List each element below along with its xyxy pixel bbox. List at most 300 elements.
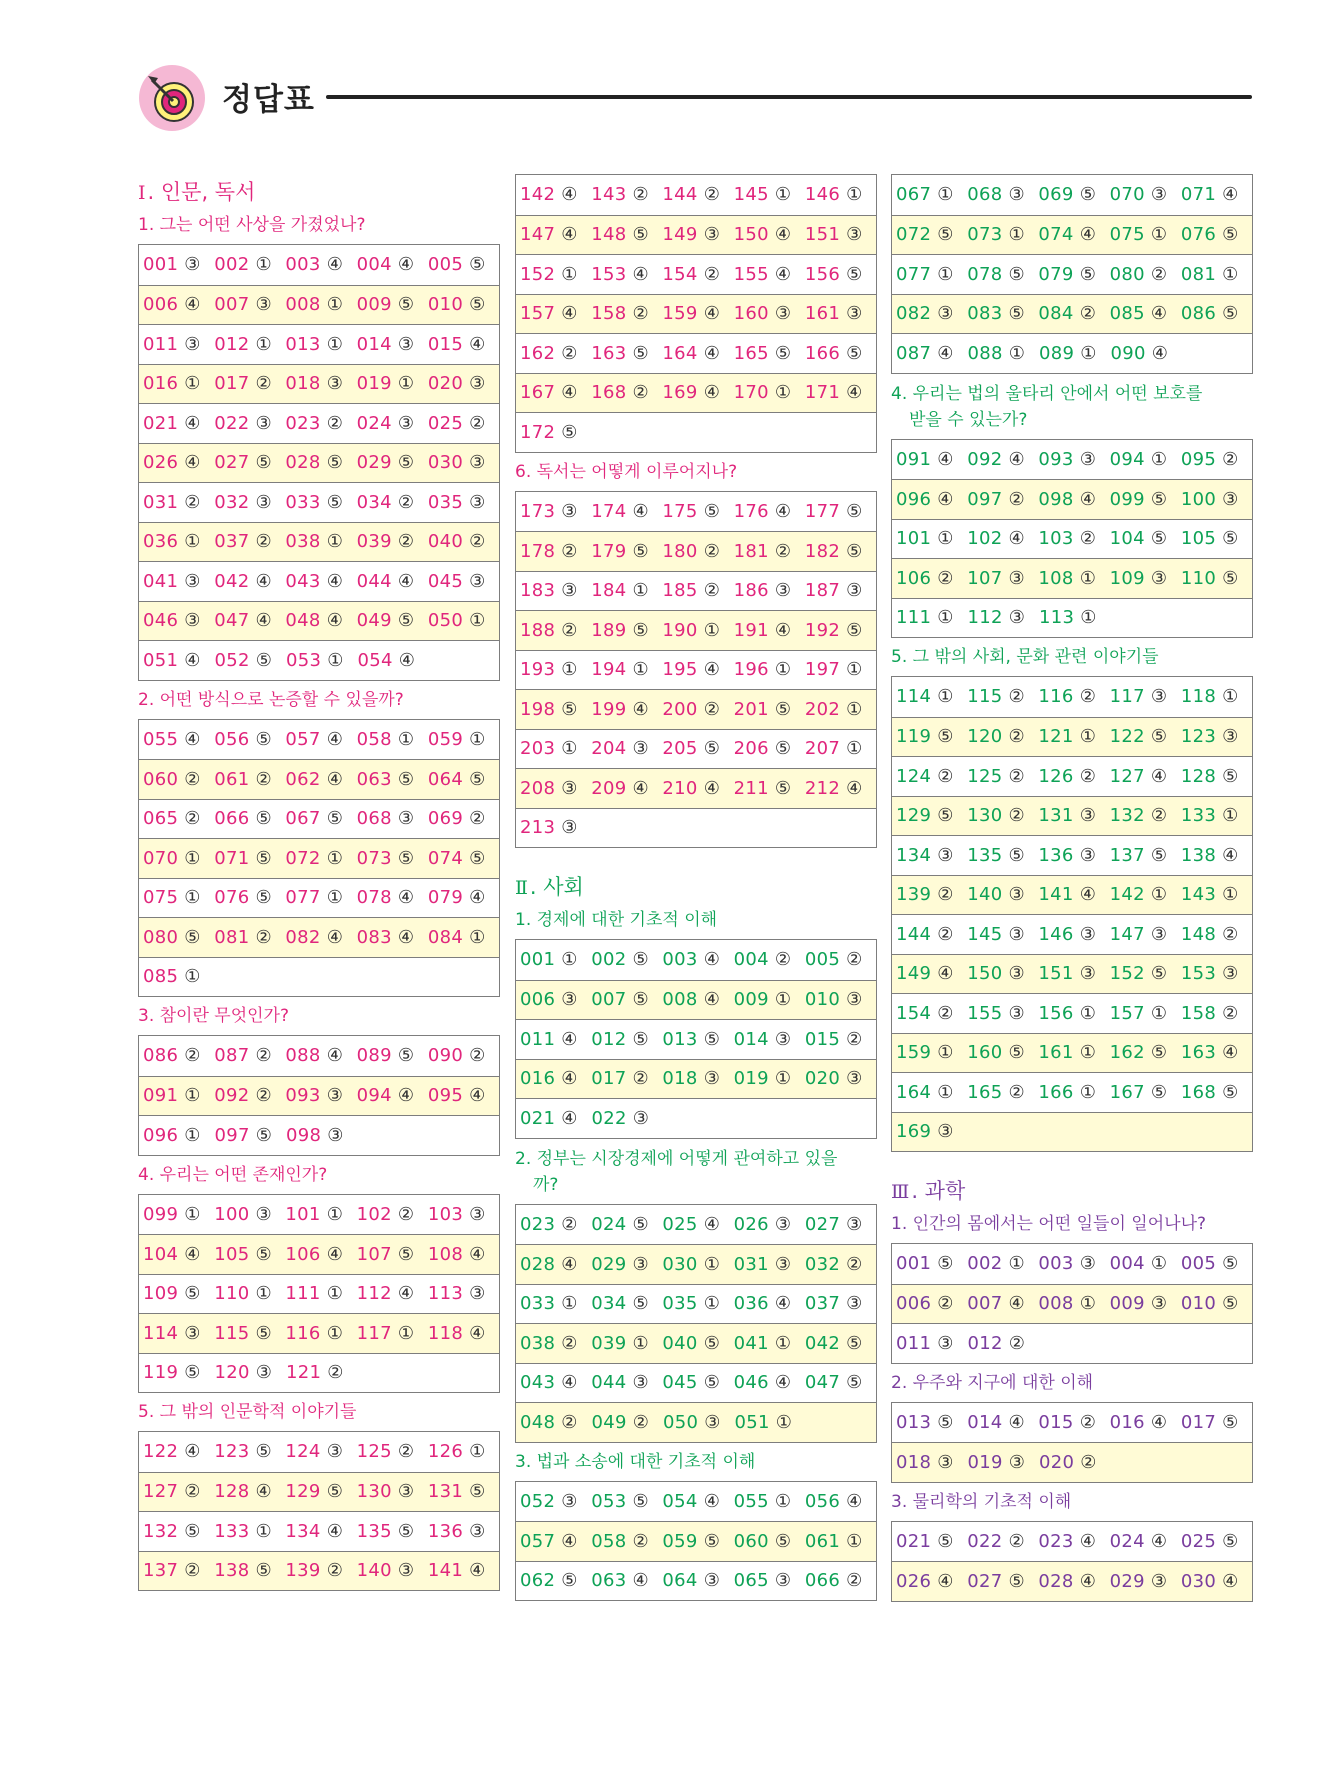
answer-choice: ④	[555, 303, 578, 325]
answer-item	[896, 726, 967, 747]
answer-choice: ⑤	[931, 224, 954, 246]
question-id: 092	[967, 448, 1003, 470]
answer-choice: ④	[555, 1253, 578, 1275]
question-number	[1181, 264, 1239, 285]
answer-item	[520, 580, 591, 601]
question-id: 184	[591, 580, 627, 602]
answer-item	[662, 778, 733, 799]
question-number	[428, 334, 486, 355]
question-number	[143, 1521, 201, 1542]
question-id: 016	[143, 373, 179, 395]
question-number	[520, 659, 578, 680]
question-number	[896, 924, 954, 945]
answer-choice: ③	[555, 1490, 578, 1512]
question-id: 188	[520, 619, 556, 641]
answer-choice: ⑤	[249, 1124, 273, 1146]
answer-choice: ④	[768, 224, 792, 246]
answer-choice: ③	[840, 1213, 863, 1235]
answer-table	[891, 676, 1253, 1152]
answer-item	[1181, 1531, 1252, 1552]
question-id: 031	[733, 1253, 769, 1275]
question-id: 132	[143, 1520, 179, 1542]
answer-choice: ③	[320, 373, 344, 395]
question-id: 112	[967, 607, 1003, 629]
question-number	[214, 769, 272, 790]
answer-item	[896, 1003, 967, 1024]
question-id: 085	[1109, 303, 1145, 325]
answer-table	[138, 1194, 500, 1394]
question-number	[1181, 845, 1239, 866]
answer-choice: ①	[178, 373, 201, 395]
answer-choice: ②	[626, 184, 649, 206]
question-id: 148	[1180, 923, 1217, 945]
answer-item	[428, 729, 499, 750]
question-id: 008	[285, 294, 321, 316]
question-number	[734, 224, 792, 245]
question-number	[1038, 1412, 1096, 1433]
answer-item	[805, 1491, 876, 1512]
answer-item	[428, 373, 499, 394]
question-number	[662, 1531, 720, 1552]
answer-choice: ⑤	[697, 500, 721, 522]
answer-item	[357, 1560, 428, 1581]
question-id: 001	[520, 949, 556, 971]
question-number	[143, 1323, 201, 1344]
answer-row	[892, 993, 1252, 1033]
question-number	[591, 989, 649, 1010]
answer-choice: ③	[626, 1107, 650, 1129]
question-number	[967, 726, 1025, 747]
question-id: 125	[967, 765, 1003, 787]
section-title-text: 5. 그 밖의 인문학적 이야기들	[138, 1402, 357, 1422]
answer-item	[1110, 686, 1181, 707]
answer-item	[520, 1254, 591, 1275]
question-number	[214, 729, 272, 750]
answer-choice: ⑤	[626, 540, 649, 562]
question-number	[520, 817, 578, 838]
answer-choice: ③	[321, 1124, 344, 1146]
question-number	[520, 1254, 578, 1275]
answer-choice: ①	[840, 184, 863, 206]
answer-item	[214, 729, 285, 750]
question-id: 205	[662, 738, 698, 760]
question-number	[734, 580, 792, 601]
answer-choice: ③	[555, 777, 578, 799]
question-number	[357, 1045, 415, 1066]
answer-choice: ③	[1073, 963, 1097, 985]
answer-choice: ①	[391, 373, 415, 395]
question-number	[143, 1125, 201, 1146]
answer-choice: ⑤	[249, 649, 273, 671]
answer-row	[516, 1402, 876, 1442]
answer-choice: ②	[1216, 923, 1239, 945]
answer-item	[285, 294, 356, 315]
answer-item	[357, 887, 428, 908]
question-number	[357, 769, 415, 790]
answer-item	[520, 1412, 592, 1433]
question-id: 122	[1109, 726, 1145, 748]
answer-choice: ③	[555, 989, 578, 1011]
section-title-text: 1. 경제에 대한 기초적 이해	[515, 910, 718, 930]
question-id: 048	[520, 1411, 556, 1433]
answer-item	[735, 1412, 807, 1433]
answer-item	[896, 805, 967, 826]
answer-item	[1110, 224, 1181, 245]
answer-item	[428, 1560, 499, 1581]
question-id: 131	[1038, 805, 1074, 827]
question-number	[968, 1452, 1026, 1473]
answer-item	[520, 1372, 591, 1393]
answer-item	[734, 659, 805, 680]
answer-choice: ②	[249, 373, 272, 395]
answer-row	[139, 640, 499, 680]
question-number	[591, 1491, 649, 1512]
answer-item	[357, 729, 428, 750]
answer-row	[516, 373, 876, 413]
answer-item	[285, 610, 356, 631]
answer-choice: ⑤	[931, 726, 954, 748]
answer-choice: ⑤	[391, 1045, 415, 1067]
question-number	[1181, 1003, 1239, 1024]
question-id: 062	[520, 1570, 556, 1592]
answer-row	[139, 917, 499, 957]
answer-choice: ②	[249, 768, 272, 790]
section-title-text: 1. 그는 어떤 사상을 가졌었나?	[138, 215, 366, 235]
answer-row	[516, 689, 876, 729]
section-title-text: 3. 법과 소송에 대한 기초적 이해	[515, 1451, 756, 1472]
answer-item	[428, 334, 499, 355]
question-number	[967, 1082, 1025, 1103]
answer-choice: ④	[768, 263, 792, 285]
question-id: 108	[427, 1243, 464, 1265]
answer-choice: ④	[178, 728, 201, 750]
question-number	[805, 778, 863, 799]
answer-item	[734, 1372, 805, 1393]
answer-item	[734, 699, 805, 720]
answer-item	[285, 1244, 356, 1265]
answer-item	[1038, 884, 1109, 905]
answer-choice: ③	[463, 452, 486, 474]
question-id: 211	[733, 777, 769, 799]
answer-choice: ⑤	[555, 421, 578, 443]
answer-item	[967, 1412, 1038, 1433]
question-number	[591, 1333, 649, 1354]
answer-choice: ①	[320, 1283, 344, 1305]
answer-choice: ①	[320, 294, 344, 316]
question-id: 194	[591, 659, 627, 681]
question-id: 086	[143, 1045, 179, 1067]
question-id: 100	[1180, 488, 1217, 510]
answer-choice: ②	[697, 698, 721, 720]
question-id: 076	[1180, 224, 1217, 246]
answer-item	[734, 580, 805, 601]
answer-choice: ④	[1144, 1411, 1168, 1433]
question-id: 110	[1180, 567, 1217, 589]
question-id: 045	[662, 1372, 698, 1394]
answer-item	[1038, 1082, 1109, 1103]
question-number	[214, 1481, 272, 1502]
section-title-continued: 받을 수 있는가?	[909, 409, 1028, 430]
answer-item	[591, 778, 662, 799]
answer-item	[591, 1491, 662, 1512]
question-number	[662, 1068, 720, 1089]
question-id: 169	[896, 1121, 932, 1143]
question-id: 161	[1038, 1042, 1074, 1064]
answer-item	[662, 949, 733, 970]
answer-choice: ⑤	[931, 1253, 954, 1275]
answer-item	[591, 184, 662, 205]
section-title	[138, 1004, 500, 1029]
answer-item	[520, 224, 591, 245]
answer-choice: ③	[463, 1283, 486, 1305]
answer-item	[214, 531, 285, 552]
answer-choice: ①	[463, 926, 486, 948]
question-number	[1038, 1571, 1096, 1592]
answer-item	[591, 738, 662, 759]
question-id: 019	[356, 373, 392, 395]
answer-item	[805, 949, 876, 970]
question-id: 096	[143, 1124, 179, 1146]
question-id: 157	[520, 303, 556, 325]
answer-item	[520, 1293, 591, 1314]
question-number	[285, 610, 343, 631]
question-id: 057	[520, 1530, 556, 1552]
answer-choice: ①	[626, 659, 649, 681]
answer-choice: ②	[931, 884, 954, 906]
answer-choice: ③	[840, 1293, 863, 1315]
answer-item	[520, 699, 591, 720]
answer-item	[662, 343, 733, 364]
question-id: 136	[427, 1520, 464, 1542]
answer-choice: ⑤	[463, 254, 486, 276]
answer-choice: ⑤	[249, 1243, 272, 1265]
answer-item	[896, 1333, 968, 1354]
answer-choice: ①	[178, 1124, 201, 1146]
answer-row	[139, 482, 499, 522]
answer-choice: ④	[320, 728, 344, 750]
answer-item	[662, 1333, 733, 1354]
question-number	[428, 1045, 486, 1066]
question-number	[805, 989, 863, 1010]
answer-item	[968, 343, 1040, 364]
answer-choice: ②	[320, 1560, 344, 1582]
answer-item	[1181, 845, 1252, 866]
answer-item	[285, 769, 356, 790]
answer-item	[214, 1283, 285, 1304]
question-id: 114	[143, 1322, 179, 1344]
answer-item	[1110, 805, 1181, 826]
answer-item	[357, 808, 428, 829]
question-id: 129	[285, 1481, 321, 1503]
answer-choice: ③	[463, 1203, 486, 1225]
question-number	[591, 949, 649, 970]
question-number	[520, 184, 578, 205]
answer-choice: ④	[697, 382, 721, 404]
answer-choice: ③	[249, 1203, 272, 1225]
answer-item	[285, 1441, 356, 1462]
question-id: 149	[896, 963, 932, 985]
answer-item	[1038, 924, 1109, 945]
question-number	[357, 294, 415, 315]
answer-choice: ②	[463, 1045, 486, 1067]
question-number	[285, 1441, 343, 1462]
answer-row	[516, 1098, 876, 1138]
question-number	[1181, 1042, 1239, 1063]
answer-item	[214, 1045, 285, 1066]
answer-choice: ④	[1002, 448, 1025, 470]
question-id: 029	[1109, 1570, 1145, 1592]
answer-choice: ⑤	[1002, 1042, 1025, 1064]
answer-item	[143, 729, 214, 750]
answer-item	[1110, 1253, 1181, 1274]
question-id: 078	[356, 887, 392, 909]
question-number	[805, 738, 863, 759]
question-number	[214, 531, 272, 552]
answer-item	[1110, 726, 1181, 747]
question-id: 103	[427, 1203, 464, 1225]
question-id: 021	[143, 412, 179, 434]
question-number	[143, 1362, 201, 1383]
question-number	[805, 1254, 863, 1275]
section-title	[515, 908, 877, 933]
section-title-text: 2. 어떤 방식으로 논증할 수 있을까?	[138, 689, 404, 710]
question-id: 047	[214, 610, 250, 632]
question-number	[1038, 568, 1096, 589]
answer-item	[591, 1570, 662, 1591]
answer-item	[1038, 303, 1109, 324]
question-id: 013	[662, 1028, 698, 1050]
answer-item	[662, 1029, 733, 1050]
question-number	[428, 848, 486, 869]
question-number	[662, 1029, 720, 1050]
answer-item	[520, 778, 591, 799]
question-number	[357, 1323, 415, 1344]
answer-item	[1110, 1003, 1181, 1024]
answer-choice: ②	[768, 949, 792, 971]
answer-item	[805, 184, 876, 205]
answer-choice: ⑤	[626, 1293, 649, 1315]
column-right	[891, 174, 1253, 1609]
answer-item	[357, 1244, 428, 1265]
answer-choice: ②	[840, 949, 863, 971]
answer-row	[892, 1033, 1252, 1073]
answer-item	[520, 184, 591, 205]
question-number	[1038, 1042, 1096, 1063]
question-number	[1038, 845, 1096, 866]
answer-item	[285, 1323, 356, 1344]
part-title-text: . 과학	[911, 1179, 966, 1203]
answer-item	[214, 1204, 285, 1225]
answer-row	[892, 598, 1252, 638]
answer-item	[734, 343, 805, 364]
question-number	[734, 1068, 792, 1089]
question-number	[734, 1254, 792, 1275]
answer-item	[896, 528, 967, 549]
question-id: 117	[1109, 686, 1145, 708]
answer-choice: ④	[178, 1243, 201, 1265]
question-id: 126	[427, 1441, 464, 1463]
answer-choice: ①	[1073, 1293, 1097, 1315]
answer-item	[662, 738, 733, 759]
question-id: 038	[520, 1332, 556, 1354]
answer-choice: ⑤	[1216, 303, 1239, 325]
question-number	[1038, 766, 1096, 787]
answer-item	[143, 452, 214, 473]
part-roman-numeral: Ⅲ	[891, 1181, 910, 1203]
question-id: 020	[427, 373, 464, 395]
answer-choice: ②	[840, 1253, 863, 1275]
question-id: 082	[896, 303, 932, 325]
question-number	[357, 531, 415, 552]
answer-choice: ④	[1216, 184, 1239, 206]
question-id: 120	[967, 726, 1003, 748]
question-number	[896, 963, 954, 984]
answer-item	[896, 963, 967, 984]
question-number	[1039, 607, 1097, 628]
question-number	[734, 1491, 792, 1512]
question-number	[591, 620, 649, 641]
answer-choice: ③	[697, 1570, 721, 1592]
answer-item	[967, 924, 1038, 945]
answer-choice: ⑤	[931, 805, 954, 827]
section-title	[138, 1400, 500, 1425]
question-number	[357, 1085, 415, 1106]
answer-item	[1038, 845, 1109, 866]
question-number	[215, 1362, 273, 1383]
question-number	[214, 808, 272, 829]
answer-choice: ③	[1073, 448, 1097, 470]
answer-item	[896, 1121, 968, 1142]
question-id: 109	[143, 1283, 179, 1305]
question-number	[1181, 303, 1239, 324]
answer-item	[734, 1570, 805, 1591]
answer-item	[1181, 1253, 1252, 1274]
question-id: 058	[356, 728, 392, 750]
answer-choice: ④	[178, 1441, 201, 1463]
answer-choice: ④	[249, 570, 272, 592]
question-number	[734, 501, 792, 522]
answer-choice: ④	[555, 184, 578, 206]
question-number	[1038, 924, 1096, 945]
question-id: 082	[285, 926, 321, 948]
question-number	[214, 1244, 272, 1265]
answer-item	[805, 1214, 876, 1235]
answer-item	[285, 1560, 356, 1581]
answer-item	[520, 1029, 591, 1050]
answer-item	[967, 184, 1038, 205]
question-number	[357, 373, 415, 394]
question-id: 070	[1109, 184, 1145, 206]
question-id: 134	[285, 1520, 321, 1542]
question-number	[1181, 184, 1239, 205]
question-id: 160	[733, 303, 769, 325]
answer-choice: ③	[1144, 1570, 1168, 1592]
question-number	[805, 1293, 863, 1314]
answer-choice: ⑤	[178, 926, 201, 948]
question-id: 111	[285, 1283, 321, 1305]
answer-choice: ②	[626, 1530, 649, 1552]
question-id: 049	[591, 1411, 627, 1433]
answer-choice: ⑤	[320, 491, 344, 513]
answer-item	[1110, 924, 1181, 945]
question-number	[285, 1481, 343, 1502]
question-number	[896, 1253, 954, 1274]
answer-choice: ⑤	[463, 847, 486, 869]
question-id: 074	[427, 847, 464, 869]
question-id: 059	[427, 728, 464, 750]
answer-item	[285, 808, 356, 829]
question-id: 179	[591, 540, 627, 562]
